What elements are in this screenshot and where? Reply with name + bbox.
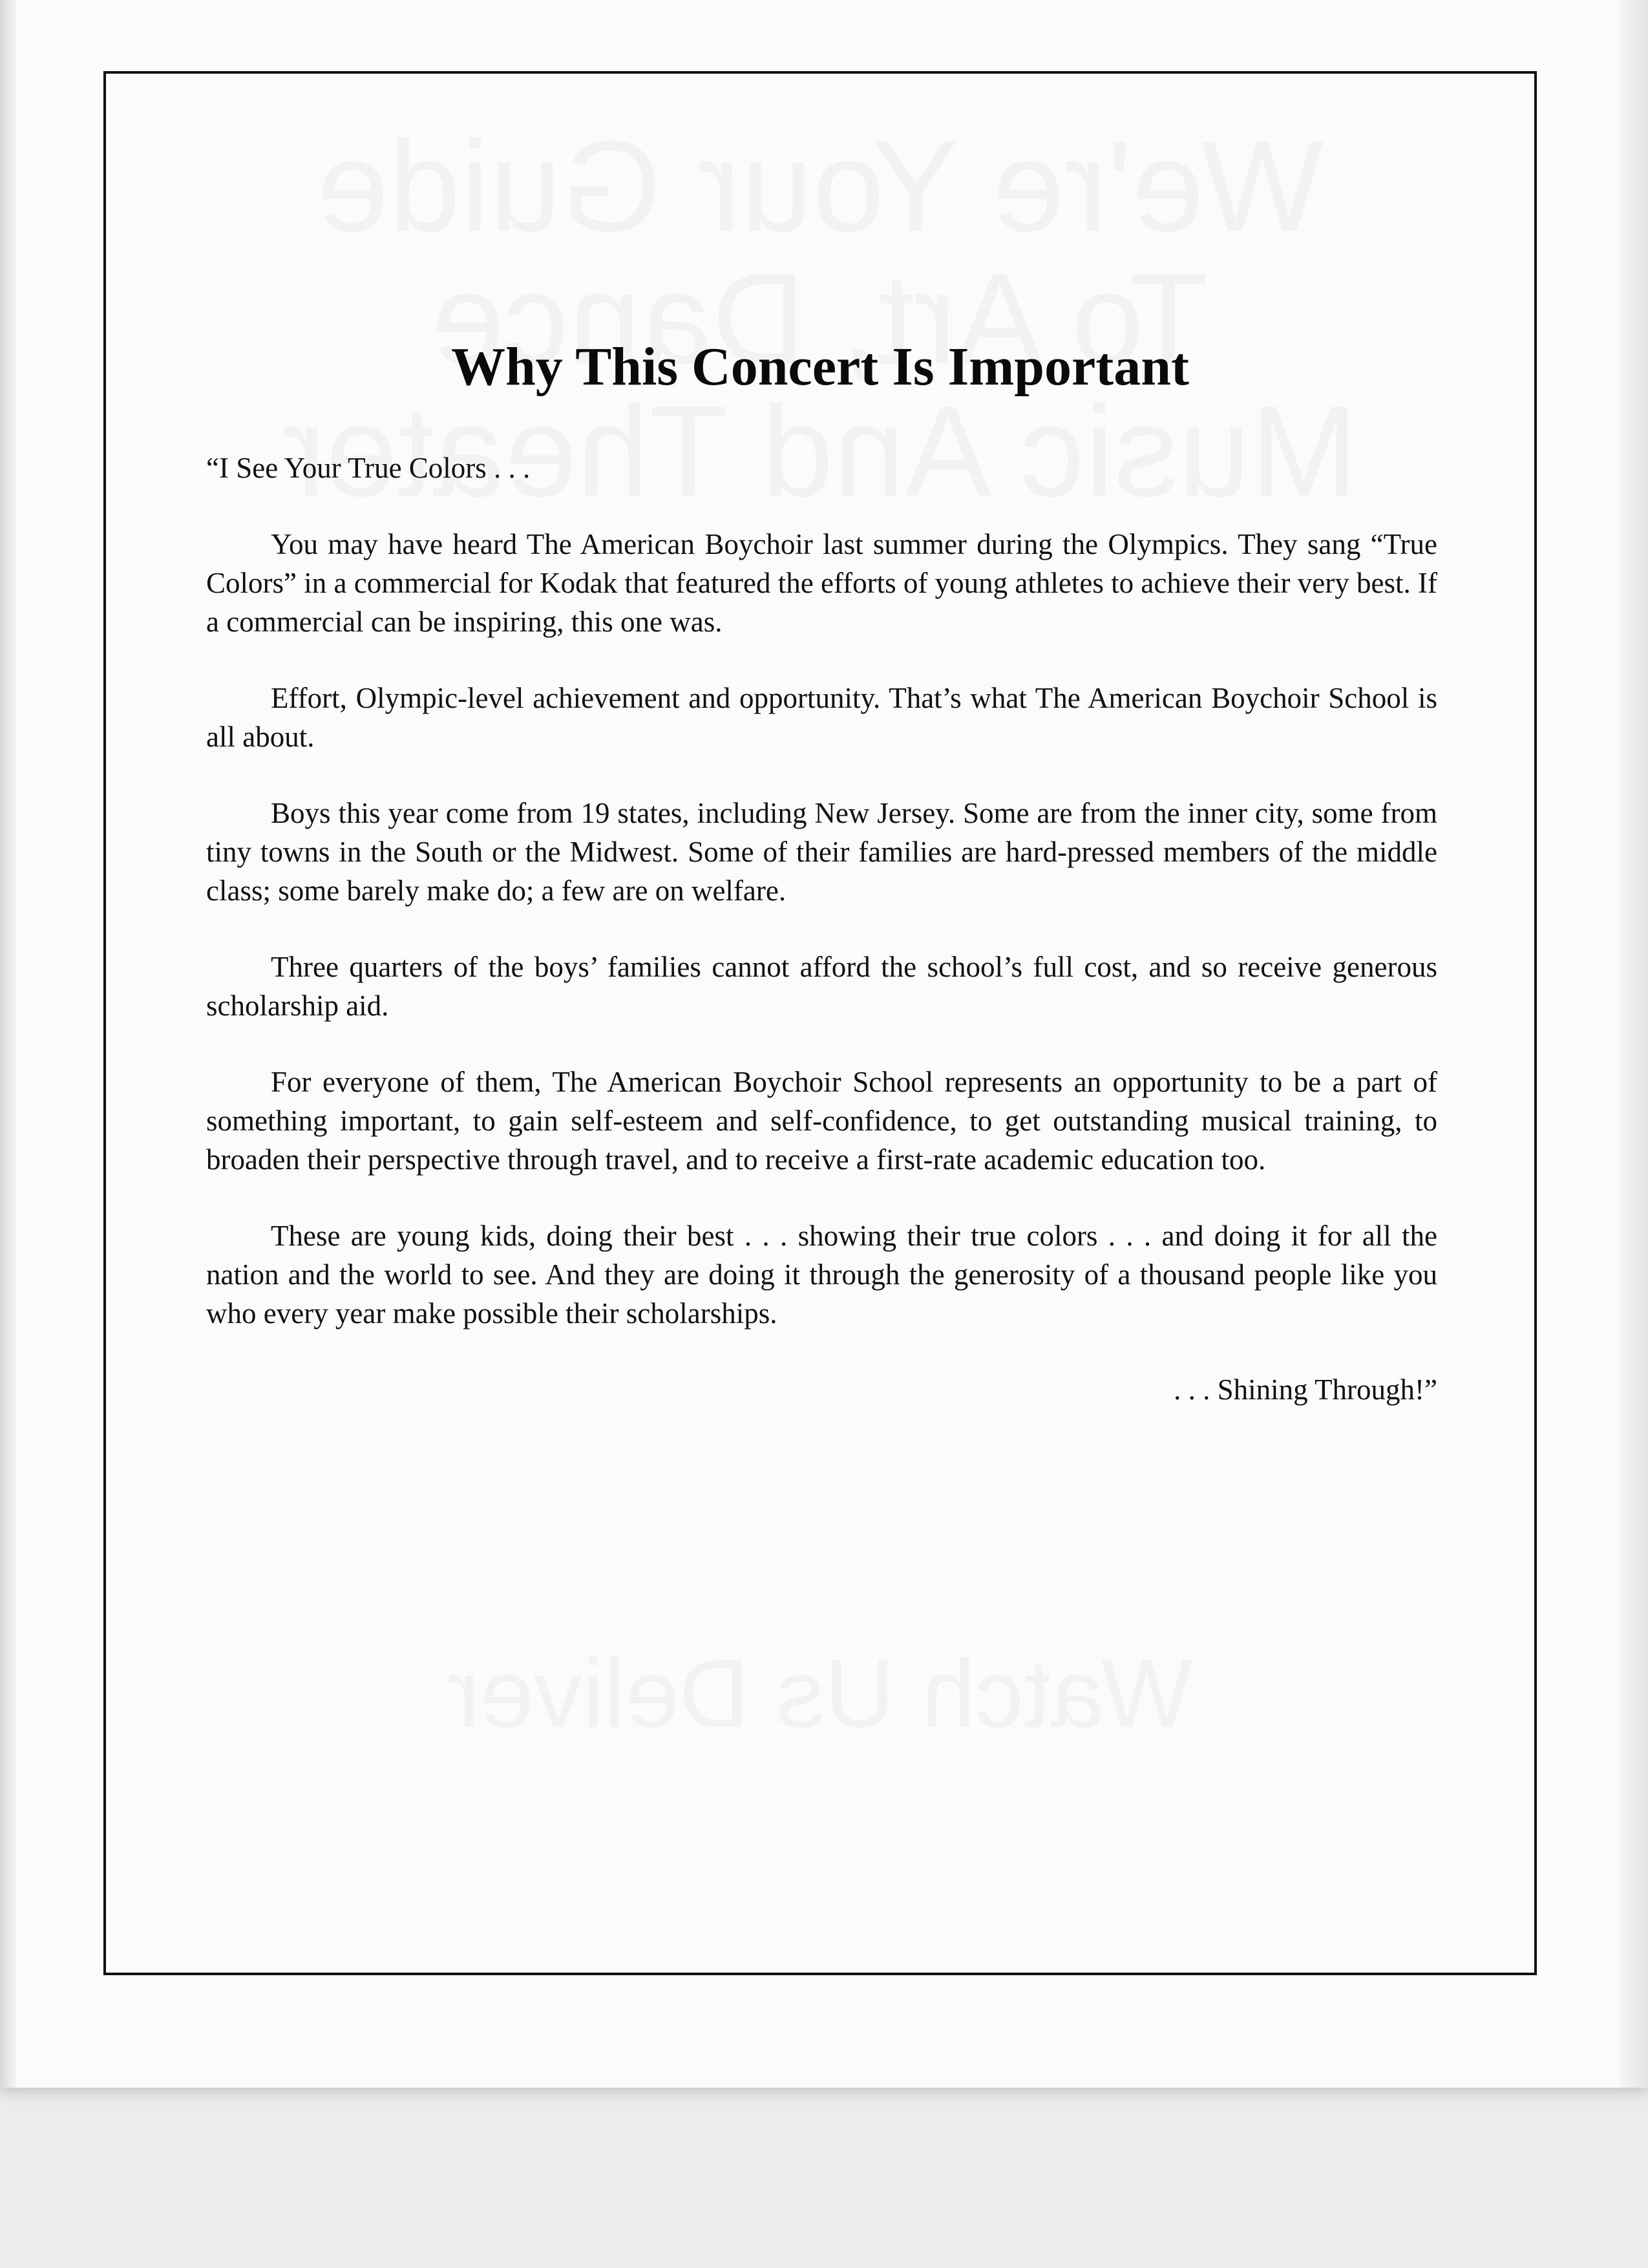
bleed-through-text	[106, 112, 1534, 261]
body-paragraph: Effort, Olympic-level achievement and opportunity. That’s what The American Boychoir School is all about.	[206, 682, 1437, 753]
page-edge	[1619, 0, 1648, 2088]
body-paragraph: Three quarters of the boys’ families cannot afford the school’s full cost, and so receive generous scholarship aid.	[206, 951, 1437, 1022]
binding-gutter	[0, 0, 17, 2088]
bleed-through-text	[106, 1638, 1534, 1750]
body-paragraph: You may have heard The American Boychoir last summer during the Olympics. They sang “True Colors” in a commercial for Kodak that featured the efforts of young athletes to achieve their very best. If a commercial can be inspiring, this one was.	[206, 528, 1437, 638]
body-paragraph: These are young kids, doing their best . . . showing their true colors . . . and doing it for all the nation and the world to see. And they are doing it through the generosity of a thousand people like you who every year make possible their scholarships.	[206, 1220, 1437, 1330]
body-paragraph: For everyone of them, The American Boychoir School represents an opportunity to be a part of something important, to gain self-esteem and self-confidence, to get outstanding musical training, to broaden their perspective through travel, and to receive a first-rate academic education too.	[206, 1066, 1437, 1176]
opening-quote: “I See Your True Colors . . .	[206, 452, 531, 484]
body-paragraph: Boys this year come from 19 states, including New Jersey. Some are from the inner city, some from tiny towns in the South or the Midwest. Some of their families are hard-pressed members of the middle class; some barely make do; a few are on welfare.	[206, 797, 1437, 907]
page-title: Why This Concert Is Important	[451, 337, 1189, 397]
signoff: . . . Shining Through!”	[1174, 1373, 1437, 1406]
content-frame	[103, 71, 1537, 1975]
body-text	[206, 449, 1437, 1447]
